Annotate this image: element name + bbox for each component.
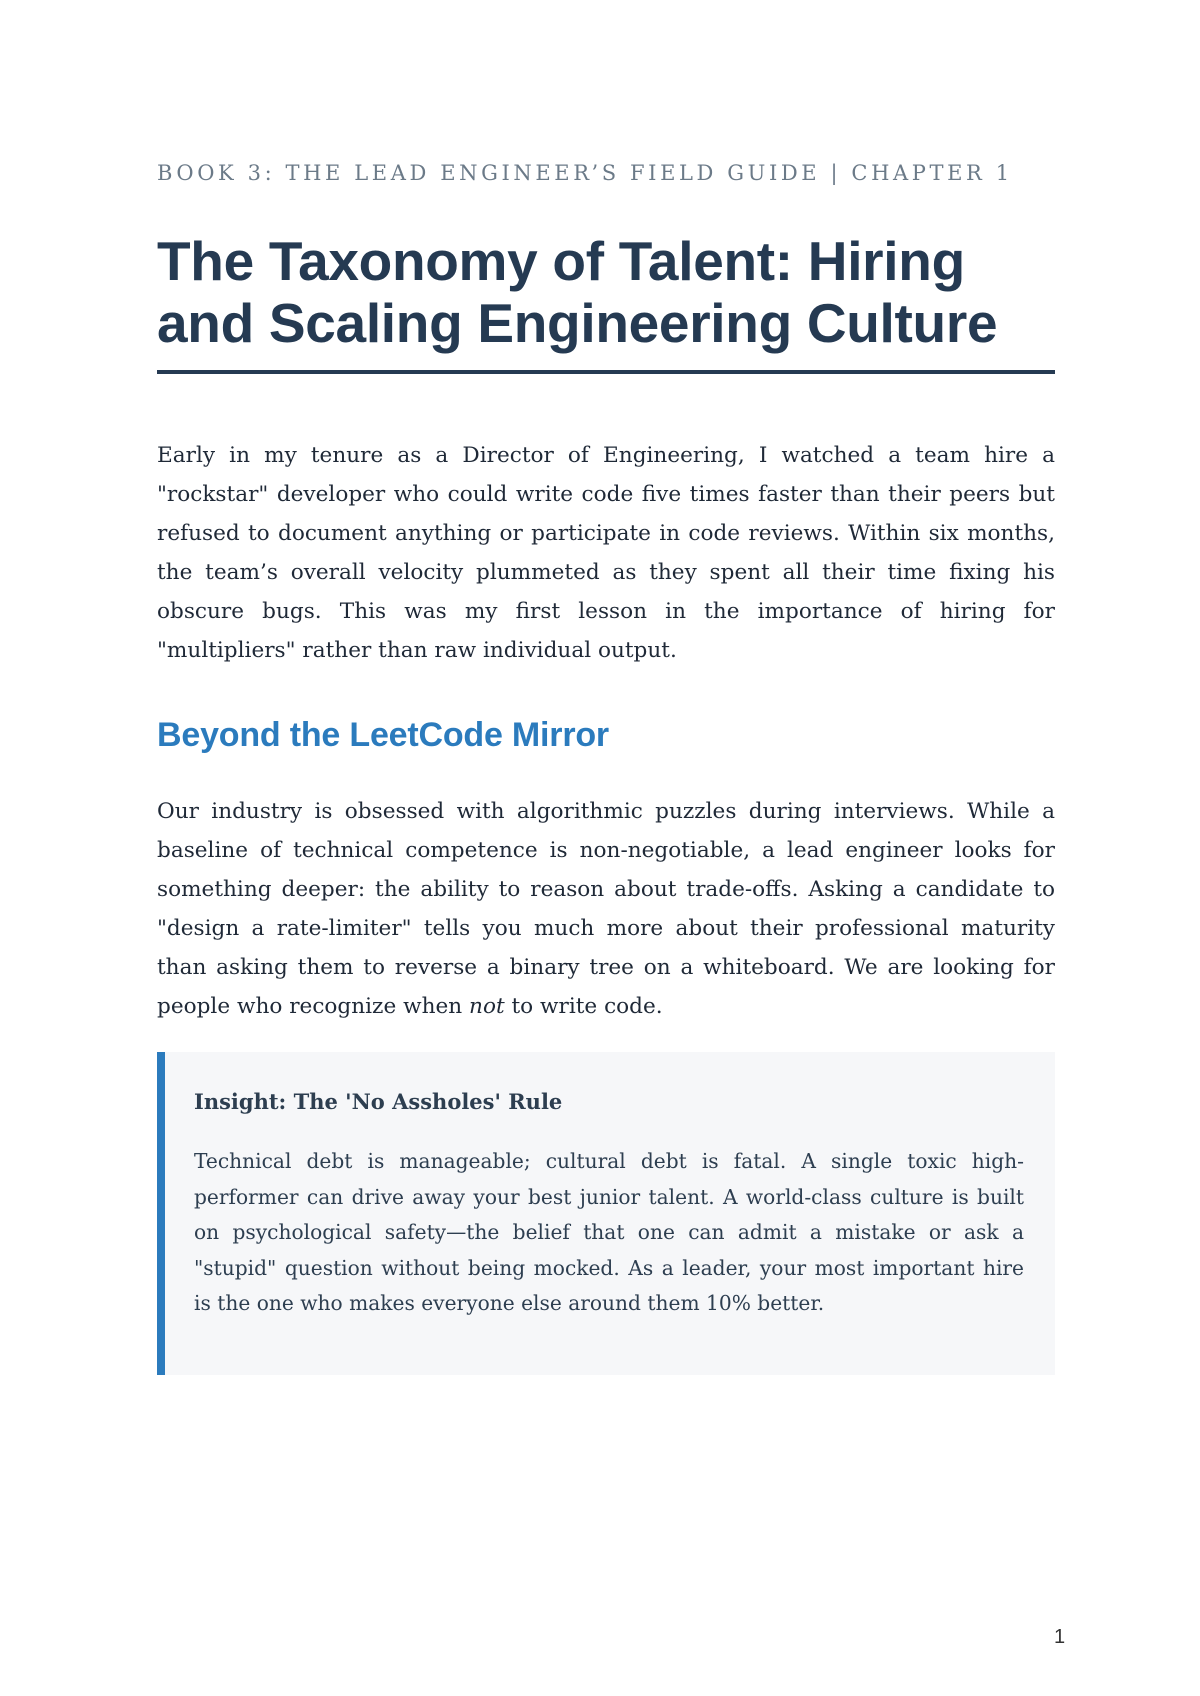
intro-paragraph: Early in my tenure as a Director of Engineering, I watched a team hire a "rockstar" developer who could write code five times faster than their peers but refused to document anything or participate in code reviews. Within six months, the team’s overall velocity plummeted as they spent all their time fixing his obscure bugs. This was my first lesson in the importance of hiring for "multipliers" rather than raw individual output. [157,443,1055,663]
page-title [157,230,1055,354]
title-line-1: The Taxonomy of Talent: Hiring [157,230,965,292]
section-paragraph-emphasis: not [469,994,505,1019]
section-paragraph-text-a: Our industry is obsessed with algorithmic puzzles during interviews. While a baseline of technical competence is non-negotiable, a lead engineer looks for something deeper: the ability to reason about trade-offs. Asking a candidate to "design a rate-limiter" tells you much more about their professional maturity than asking them to reverse a binary tree on a whiteboard. We are looking for people who recognize when [157,799,1055,1019]
section-heading: Beyond the LeetCode Mirror [157,716,609,754]
series-header: BOOK 3: THE LEAD ENGINEER’S FIELD GUIDE | CHAPTER 1 [157,161,1013,185]
callout-title: Insight: The 'No Assholes' Rule [194,1089,563,1114]
title-line-2: and Scaling Engineering Culture [157,292,998,354]
title-divider [157,370,1055,374]
callout-body: Technical debt is manageable; cultural debt is fatal. A single toxic high-performer can drive away your best junior talent. A world-class culture is built on psychological safety—the belief that one can admit a mistake or ask a "stupid" question without being mocked. As a leader, your most important hire is the one who makes everyone else around them 10% better. [194,1149,1024,1315]
insight-callout [157,1052,1055,1375]
page-number: 1 [1054,1626,1066,1648]
section-paragraph-text-b: to write code. [504,994,663,1019]
section-paragraph [157,792,1055,1026]
